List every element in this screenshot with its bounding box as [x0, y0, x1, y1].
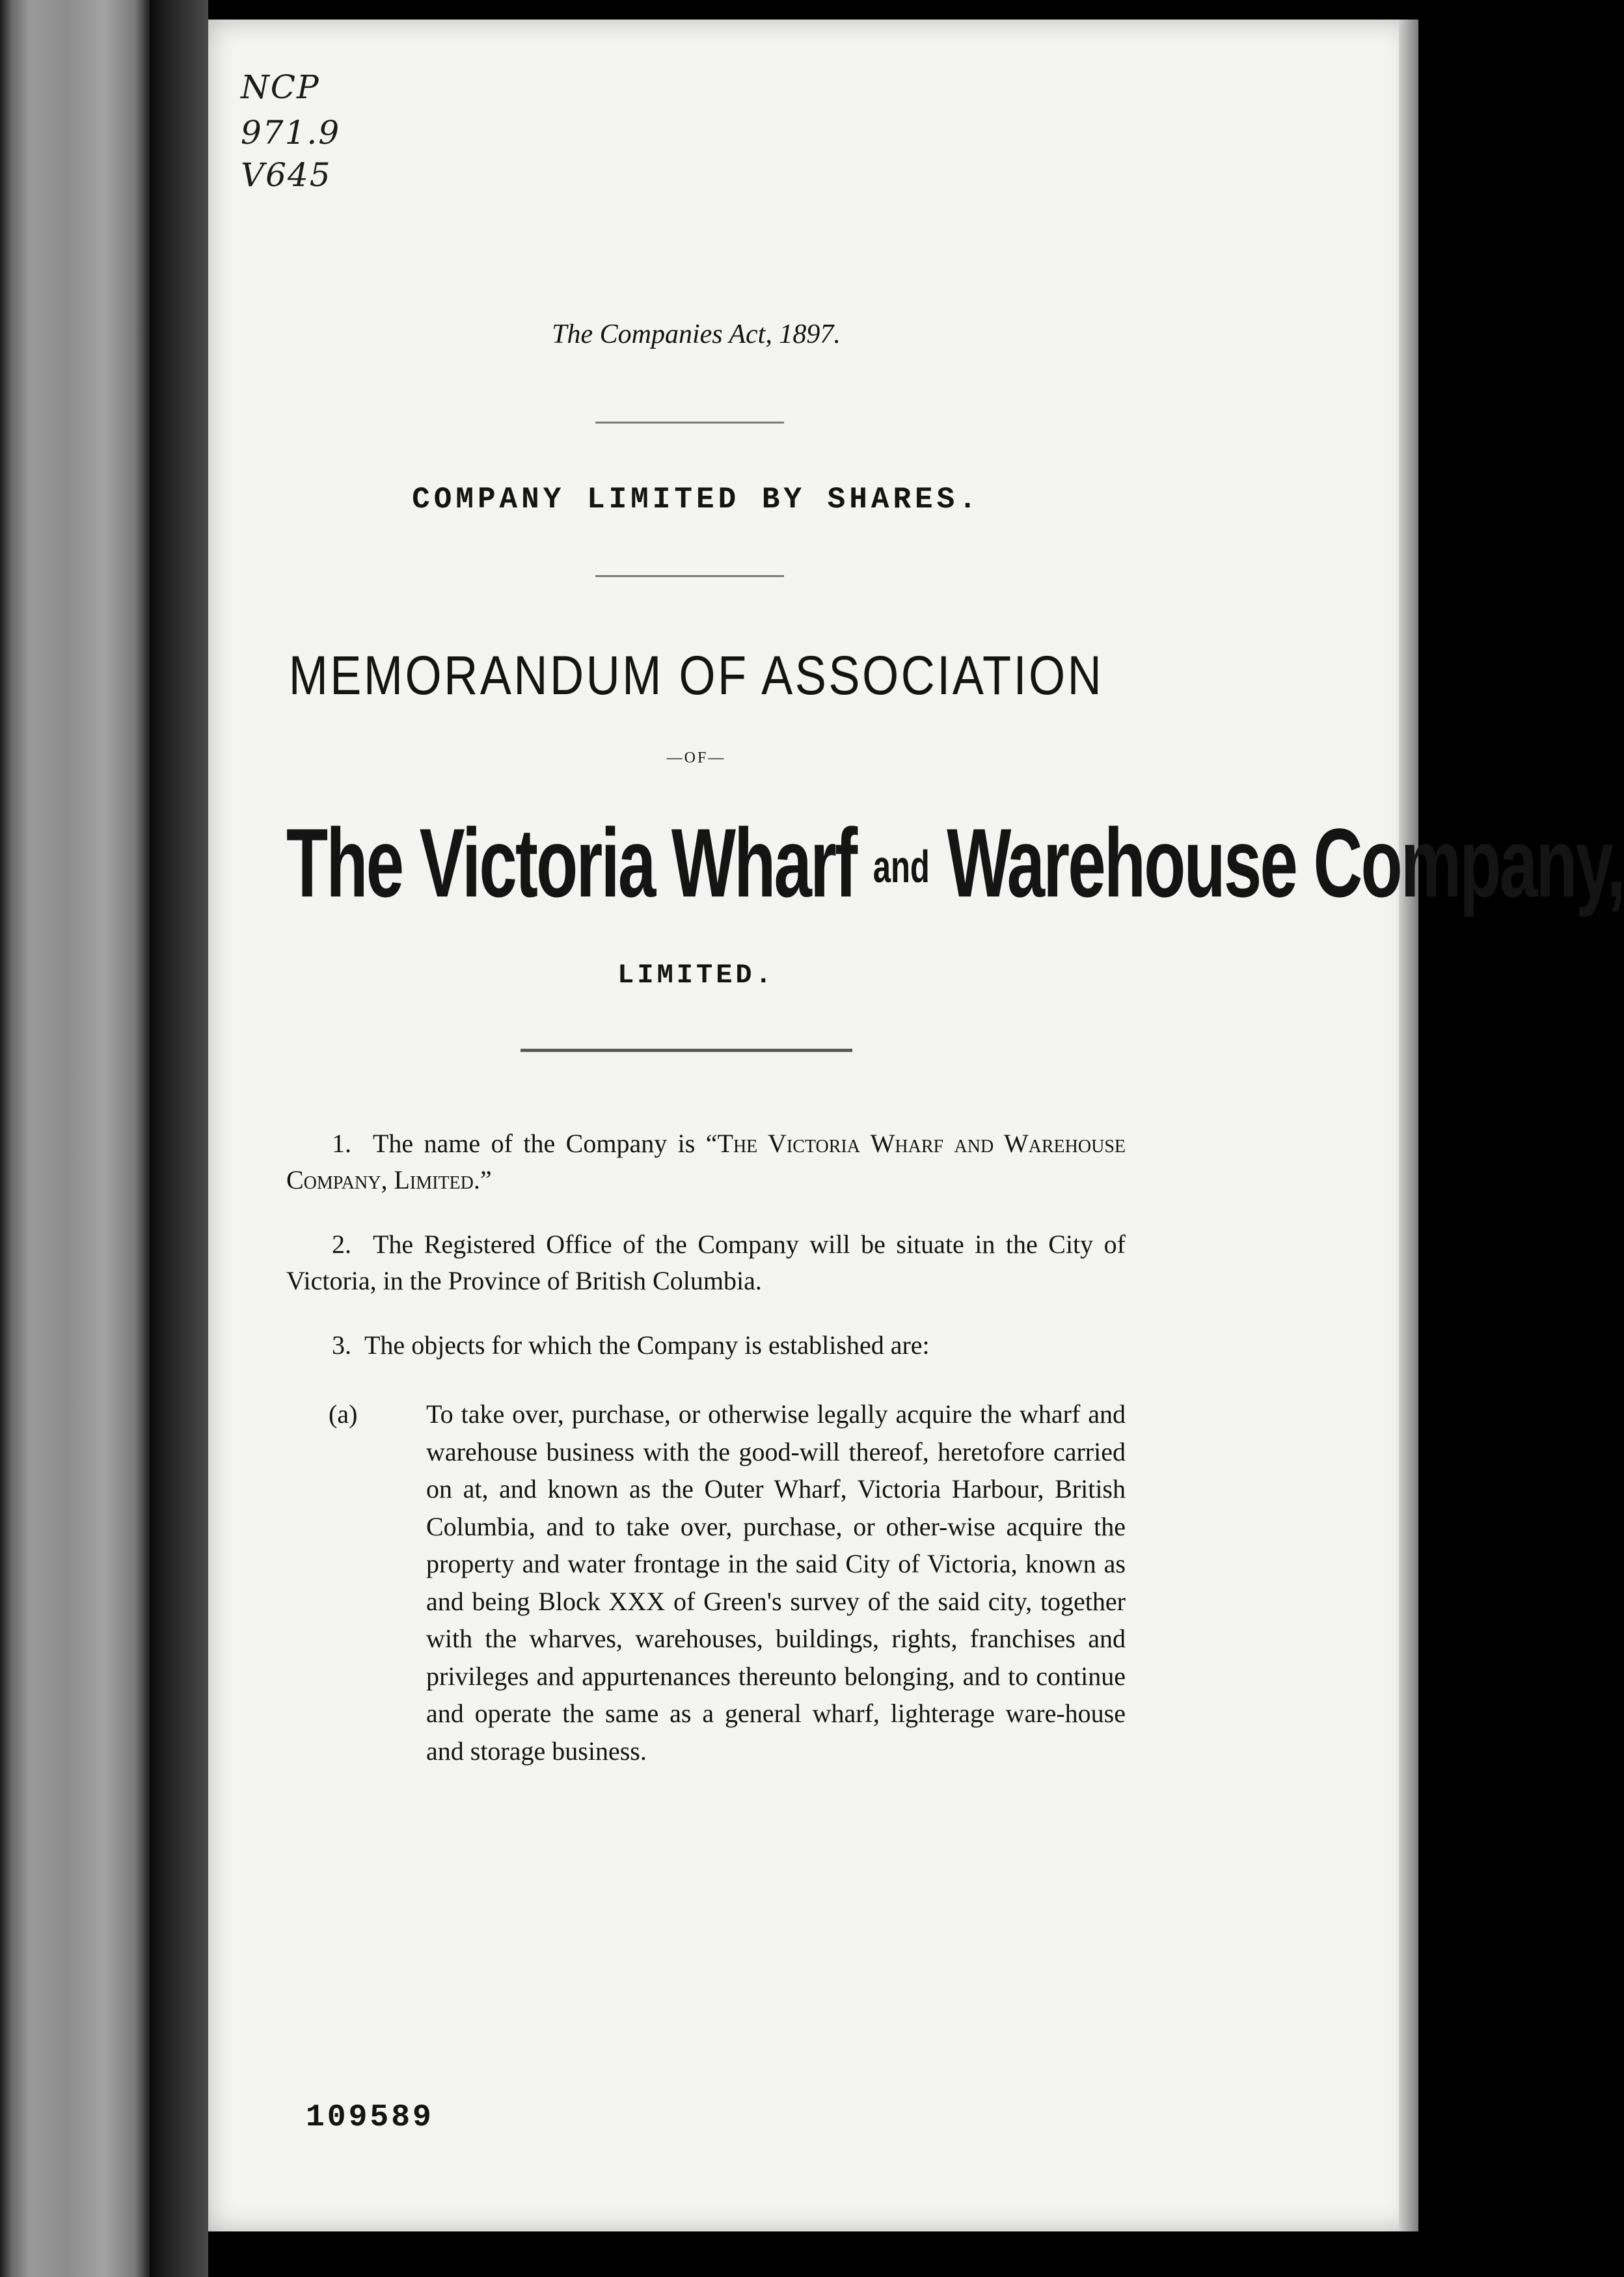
binding-shadow [150, 0, 208, 2277]
clause-number: 1. [332, 1129, 351, 1158]
clause-number: 2. [332, 1230, 351, 1259]
call-number-line-1: NCP [241, 68, 320, 106]
clause-2 [286, 1226, 1126, 1299]
company-name-part-1: The Victoria Wharf [286, 808, 856, 917]
clause-text-end: ” [480, 1165, 492, 1194]
memorandum-title: MEMORANDUM OF ASSOCIATION [288, 645, 1104, 706]
divider-rule [595, 422, 784, 424]
clause-1 [286, 1125, 1126, 1198]
clause-text: The name of the Company is “ [372, 1129, 718, 1158]
divider-rule [595, 575, 784, 577]
act-title: The Companies Act, 1897. [552, 319, 841, 349]
clause-3 [286, 1327, 1126, 1364]
divider-rule [521, 1049, 852, 1052]
company-type-heading: COMPANY LIMITED BY SHARES. [412, 483, 981, 517]
clause-text: The Registered Office of the Company will be situate in the City of Victoria, in the Province of British Columbia. [286, 1230, 1126, 1295]
accession-number: 109589 [306, 2100, 434, 2135]
limited-label: LIMITED. [617, 960, 775, 991]
book-binding [0, 0, 150, 2277]
subclause-marker: (a) [329, 1399, 358, 1429]
company-name [286, 807, 1624, 919]
call-number-line-2: 971.9 [241, 114, 341, 152]
page-edge [1399, 20, 1418, 2231]
call-number-line-3: V645 [241, 156, 332, 194]
company-name-and: and [873, 841, 930, 892]
company-name-part-2: Warehouse Company, [947, 808, 1624, 917]
clause-text: The objects for which the Company is established are: [364, 1330, 930, 1360]
clause-company-name: The Victoria Wharf and Warehouse Company, Limited. [286, 1129, 1126, 1194]
clause-number: 3. [332, 1330, 351, 1360]
of-label: —OF— [666, 749, 726, 766]
subclause-a: To take over, purchase, or otherwise legally acquire the wharf and warehouse business with the good-will thereof, heretofore carried on at, and known as the Outer Wharf, Victoria Harbour, British Columbia, and to take over, purchase, or other-wise acquire the property and water frontage in the said City of Victoria, known as and being Block XXX of Green's survey of the said city, together with the wharves, warehouses, buildings, rights, franchises and privileges and appurtenances thereunto belonging, and to continue and operate the same as a general wharf, lighterage ware-house and storage business. [426, 1399, 1126, 1766]
